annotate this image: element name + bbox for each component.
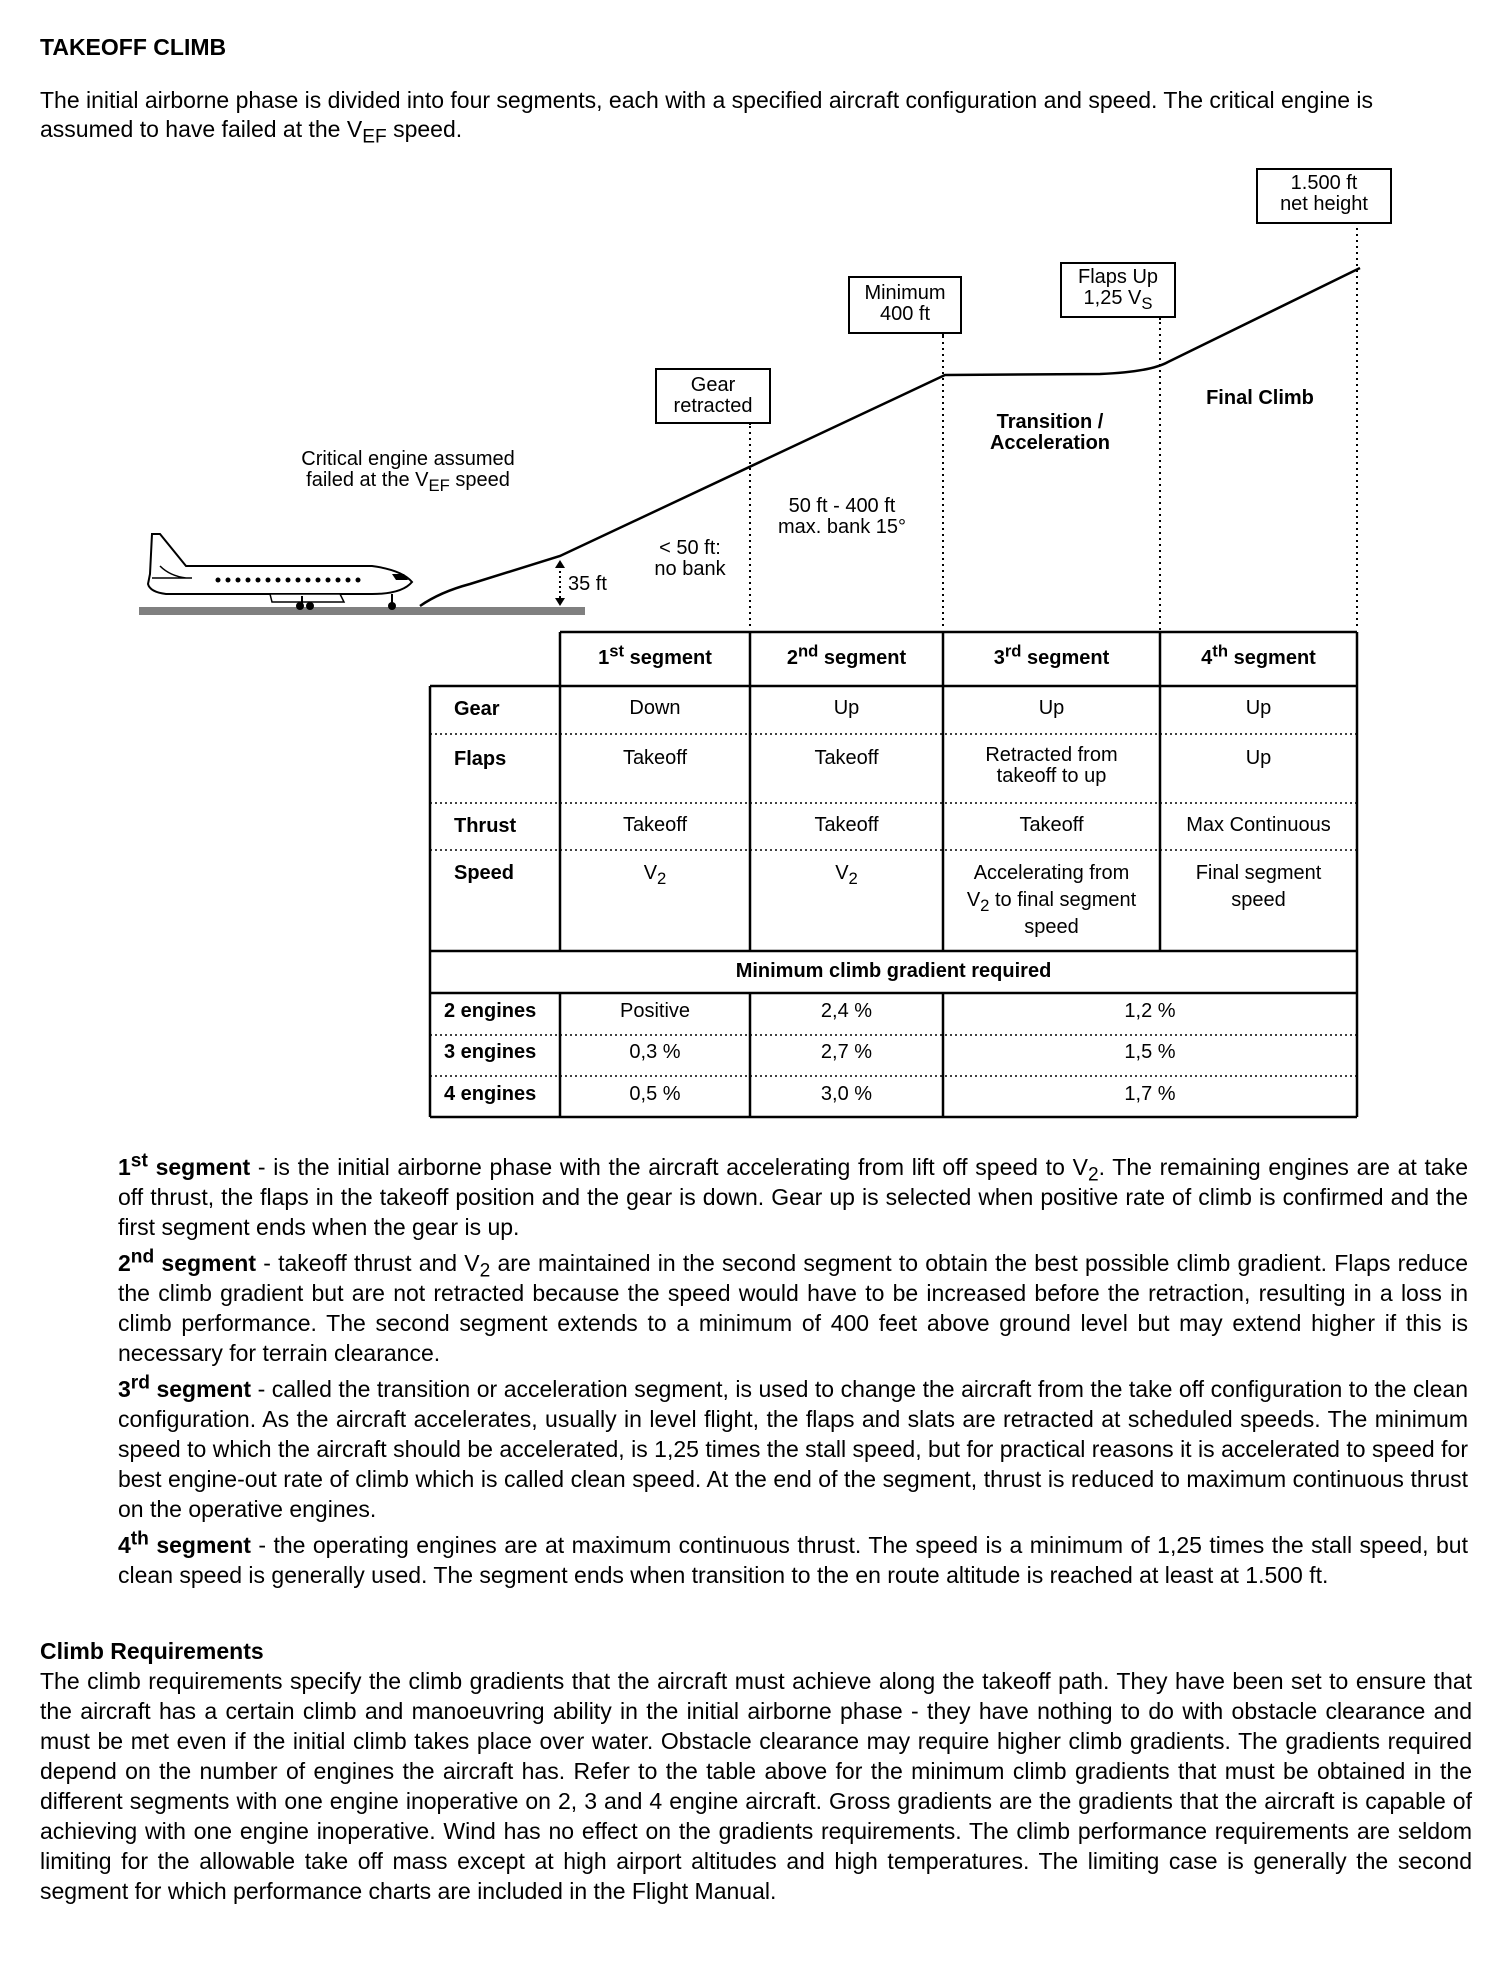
engines-3-seg2: 2,7 % bbox=[820, 1041, 873, 1063]
header-segment-1: 1st segment bbox=[598, 641, 712, 669]
climb-requirements-heading: Climb Requirements bbox=[40, 1638, 264, 1664]
flaps-up-box: Flaps Up 1,25 $V_S$ bbox=[1060, 262, 1176, 318]
header-segment-4: 4th segment bbox=[1201, 641, 1316, 669]
row-header-speed: Speed bbox=[454, 862, 515, 884]
thrust-seg2: Takeoff bbox=[814, 814, 879, 836]
final-climb-label: Final Climb bbox=[1206, 387, 1314, 409]
gear-seg4: Up bbox=[1245, 697, 1272, 719]
flaps-seg3: Retracted from takeoff to up bbox=[985, 744, 1118, 787]
gear-seg2: Up bbox=[833, 697, 860, 719]
flaps-seg4: Up bbox=[1245, 747, 1272, 769]
segment-3-paragraph: 3rd segment - called the transition or acceleration segment, is used to change the aircraft from the take off configuration to the clean configuration. As the aircraft accelerates, usually in level flight, the flaps and slats are retracted at scheduled speeds. The minimum speed to which the aircraft should be accelerated, is 1,25 times the stall speed, but for practical reasons it is accelerated to speed for best engine-out rate of climb which is called clean speed. At the end of the segment, thrust is reduced to maximum continuous thrust on the operative engines. bbox=[118, 1372, 1468, 1522]
header-segment-2: 2nd segment bbox=[786, 641, 907, 669]
minimum-400ft-box: Minimum 400 ft bbox=[848, 276, 962, 334]
critical-engine-label: Critical engine assumed failed at the $V_{EF}$ speed bbox=[301, 448, 515, 495]
thrust-seg4: Max Continuous bbox=[1186, 814, 1331, 836]
thrust-seg3: Takeoff bbox=[1019, 814, 1084, 836]
speed-seg1: $V_2$ bbox=[643, 862, 667, 888]
row-header-gear: Gear bbox=[454, 698, 500, 720]
engines-3-seg1: 0,3 % bbox=[629, 1041, 681, 1063]
engines-3-seg34: 1,5 % bbox=[1124, 1041, 1176, 1063]
gear-seg1: Down bbox=[629, 697, 681, 719]
bank-label: 50 ft - 400 ft max. bank 15° bbox=[777, 495, 907, 538]
35ft-label: 35 ft bbox=[568, 573, 607, 595]
no-bank-label: < 50 ft: no bank bbox=[654, 537, 726, 580]
header-segment-3: 3rd segment bbox=[993, 641, 1110, 669]
intro-paragraph: The initial airborne phase is divided into four segments, each with a specified aircraft configuration and speed. The critical engine is assumed to have failed at the $V_{EF}$ speed. bbox=[40, 87, 1374, 148]
row-header-thrust: Thrust bbox=[454, 815, 517, 837]
engines-4-seg34: 1,7 % bbox=[1124, 1083, 1176, 1105]
gear-seg3: Up bbox=[1038, 697, 1065, 719]
climb-requirements-paragraph: The climb requirements specify the climb gradients that the aircraft must achieve along the takeoff path. They have been set to ensure that the aircraft has a certain climb and manoeuvring ability in the initial airborne phase - they have nothing to do with obstacle clearance and must be met even if the initial climb takes place over water. Obstacle clearance may require higher climb gradients. The gradients required depend on the number of engines the aircraft has. Refer to the table above for the minimum climb gradients that must be obtained in the different segments with one engine inoperative on 2, 3 and 4 engine aircraft. Gross gradients are the gradients that the aircraft is capable of achieving with one engine inoperative. Wind has no effect on the gradients requirements. The climb performance requirements are seldom limiting for the allowable take off mass except at high airport altitudes and high temperatures. The limiting case is generally the second segment for which performance charts are included in the Flight Manual. bbox=[40, 1668, 1472, 1904]
segment-4-paragraph: 4th segment - the operating engines are at maximum continuous thrust. The speed is a minimum of 1,25 times the stall speed, but clean speed is generally used. The segment ends when transition to the en route altitude is reached at least at 1.500 ft. bbox=[118, 1528, 1468, 1588]
segment-1-paragraph: 1st segment - is the initial airborne phase with the aircraft accelerating from lift off speed to $V_2$. The remaining engines are at take off thrust, the flaps in the takeoff position and the gear is down. Gear up is selected when positive rate of climb is confirmed and the first segment ends when the gear is up. bbox=[118, 1150, 1468, 1240]
min-gradient-header: Minimum climb gradient required bbox=[735, 960, 1052, 982]
transition-label: Transition / Acceleration bbox=[989, 411, 1111, 454]
speed-seg4: Final segment speed bbox=[1195, 862, 1322, 911]
engines-4-label: 4 engines bbox=[444, 1083, 537, 1105]
engines-4-seg2: 3,0 % bbox=[820, 1083, 873, 1105]
gear-retracted-box: Gear retracted bbox=[655, 368, 771, 424]
page-title: TAKEOFF CLIMB bbox=[40, 34, 227, 60]
thrust-seg1: Takeoff bbox=[622, 814, 688, 836]
flaps-seg2: Takeoff bbox=[814, 747, 879, 769]
row-header-flaps: Flaps bbox=[454, 748, 507, 770]
engines-3-label: 3 engines bbox=[444, 1041, 537, 1063]
engines-4-seg1: 0,5 % bbox=[629, 1083, 681, 1105]
engines-2-seg1: Positive bbox=[619, 1000, 691, 1022]
speed-seg3: Accelerating from $V_2$ to final segment speed bbox=[966, 862, 1137, 938]
engines-2-seg2: 2,4 % bbox=[820, 1000, 873, 1022]
speed-seg2: $V_2$ bbox=[835, 862, 858, 888]
net-height-box: 1.500 ft net height bbox=[1256, 168, 1392, 224]
engines-2-seg34: 1,2 % bbox=[1124, 1000, 1176, 1022]
flaps-seg1: Takeoff bbox=[622, 747, 688, 769]
segment-2-paragraph: 2nd segment - takeoff thrust and $V_2$ are maintained in the second segment to obtain the best possible climb gradient. Flaps reduce the climb gradient but are not retracted because the speed would have to be increased before the retraction, resulting in a loss in climb performance. The second segment extends to a minimum of 400 feet above ground level but may extend higher if this is necessary for terrain clearance. bbox=[118, 1246, 1469, 1366]
engines-2-label: 2 engines bbox=[444, 1000, 537, 1022]
